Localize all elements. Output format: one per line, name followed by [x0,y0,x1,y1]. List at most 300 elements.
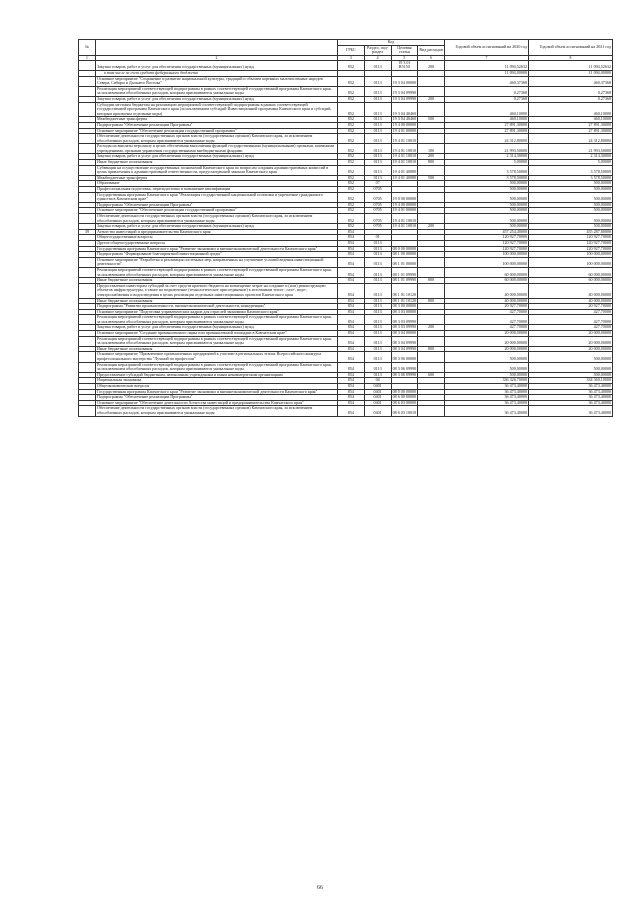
row-sum-2021: 500,00000 [529,352,613,362]
row-name: Реализация мероприятий соответствующей подпрограммы в рамках соответствующей государственной программы Камчатского края, за исключением обособленных расходов, которым присваиваются уникальные коды [96,315,338,325]
row-grbs: 852 [338,224,365,230]
row-vr [418,134,445,144]
row-sum-2021: 20 000,00000 [529,336,613,346]
row-number: 39 [79,229,96,235]
row-number [79,214,96,224]
row-name: Основное мероприятие "Создание промышленного парка или промышленной площадки в Камчатском крае" [96,331,338,337]
row-razdel: 0113 [364,246,391,252]
row-name: Основное мероприятие "Сохранение и развитие национальной культуры, традиций и обычаев коренных малочисленных народов Севера, Сибири и Дальнего Востока" [96,76,338,86]
row-sum-2021: 500,00000 [529,372,613,378]
row-sum-2020: 5,00000 [445,160,529,166]
row-vr [418,165,445,175]
row-grbs: 854 [338,304,365,310]
row-sum-2021: 36 473,40000 [529,395,613,401]
row-cs: 19 4 00 00000 [392,122,417,127]
row-sum-2020: 427,70000 [445,309,529,315]
row-sum-2020: 2 314,30000 [445,154,529,160]
row-grbs: 854 [338,240,365,246]
row-sum-2020: 457 254,40000 [445,229,529,235]
row-grbs: 852 [338,175,365,181]
col-grbs-header: ГРБС [338,45,365,55]
row-name: Другие общегосударственные вопросы [96,240,338,246]
row-sum-2020: 0,27368 [445,96,529,102]
row-sum-2021: 427,70000 [529,325,613,331]
row-razdel: 0401 [364,406,391,416]
row-grbs: 854 [338,336,365,346]
row-grbs: 852 [338,122,365,128]
row-razdel: 01 [364,235,391,241]
row-vr: 200 [418,224,445,230]
row-name: Государственная программа Камчатского края "Развитие экономики и внешнеэкономической деятельности Камчатского края" [96,246,338,252]
row-sum-2021: 120 927,70000 [529,235,613,241]
index-cell: 3 [338,55,365,60]
row-razdel: 0113 [364,304,391,310]
row-sum-2021: 20 000,00000 [529,346,613,352]
row-razdel: 0401 [364,395,391,401]
row-grbs: 854 [338,315,365,325]
row-sum-2021: 500,00000 [529,362,613,372]
index-cell: 2 [96,55,338,60]
table-row [79,60,613,70]
row-grbs: 854 [338,406,365,416]
row-grbs: 852 [338,144,365,154]
row-cs: 08 1 01 10120 [392,298,417,303]
row-number [79,283,96,298]
row-vr: 200 [418,96,445,102]
row-sum-2020: 500,00000 [445,372,529,378]
table-row [79,144,613,154]
row-sum-2021: 460,10000 [529,102,613,117]
row-razdel: 0113 [364,134,391,144]
table-row [79,362,613,372]
row-sum-2020: 500,00000 [445,192,529,202]
row-grbs: 852 [338,202,365,208]
row-cs: 19 4 01 40080 [392,175,417,180]
row-sum-2020: 500,00000 [445,352,529,362]
row-razdel: 0113 [364,144,391,154]
row-name: Подпрограмма "Развитие промышленности, внешнеэкономической деятельности, конкуренции" [96,304,338,310]
row-razdel: 0705 [364,192,391,202]
row-name: Обеспечение деятельности государственных органов власти (государственных органов) Камчатского края, за исключением обособленных расходов, которым присваиваются уникальные коды [96,406,338,416]
row-name: Государственная программа Камчатского края "Реализация государственной национальной политики и укрепление гражданского единства в Камчатском крае" [96,192,338,202]
row-number [79,134,96,144]
row-name: Подпрограмма "Формирование благоприятной инвестиционной среды" [96,252,338,258]
row-number [79,362,96,372]
row-sum-2020: 11 094,00000 [445,70,529,76]
row-name: Государственная программа Камчатского края "Развитие экономики и внешнеэкономической деятельности Камчатского края" [96,389,338,395]
row-sum-2020: 100 000,00000 [445,257,529,267]
row-cs: 08 6 00 00000 [392,394,417,400]
row-vr [418,214,445,224]
table-row [79,406,613,416]
row-sum-2021: 36 473,40000 [529,384,613,390]
row-sum-2020: 460,10000 [445,102,529,117]
row-razdel: 0705 [364,214,391,224]
row-name: Межбюджетные трансферты [96,117,338,123]
row-name: Основное мероприятие "Подготовка управленческих кадров для отраслей экономики Камчатского края" [96,309,338,315]
row-grbs: 852 [338,208,365,214]
row-grbs: 852 [338,154,365,160]
row-razdel: 0113 [364,240,391,246]
row-grbs: 854 [338,395,365,401]
row-razdel: 0705 [364,208,391,214]
row-sum-2021: 40 000,00000 [529,298,613,304]
budget-table-page [78,39,613,417]
row-razdel: 0401 [364,384,391,390]
row-name: Подпрограмма "Обеспечение реализации Программы" [96,202,338,208]
row-cs: 19 4 01 40080 [391,165,418,175]
col-sum-2020-header: Годовой объем ассигнований на 2020 год [445,40,529,56]
row-cs: 19 4 01 10010 [392,153,417,159]
col-no-header: № [79,40,96,56]
row-name: Иные бюджетные ассигнования [96,346,338,352]
row-razdel: 0113 [364,154,391,160]
row-sum-2021: 427,70000 [529,309,613,315]
table-row [79,267,613,277]
row-name: Закупка товаров, работ и услуг для обеспечения государственных (муниципальных) нужд [96,224,338,230]
row-sum-2020: 500,00000 [445,187,529,193]
table-row [79,315,613,325]
row-number [79,267,96,277]
row-vr [418,76,445,86]
row-vr: 500 [418,175,445,181]
row-number [79,60,96,70]
row-grbs: 854 [338,346,365,352]
row-name: Реализация мероприятий соответствующей подпрограммы в рамках соответствующей государственной программы Камчатского края, за исключением обособленных расходов, которым присваиваются уникальные коды [96,362,338,372]
row-number [79,406,96,416]
row-name: Субвенции на осуществление государственных полномочий Камчатского края по вопросам создания административных комиссий в целях привлечения к административной ответственности, предусмотренной законом Камчатского края [96,165,338,175]
row-cs: 19 3 04 09990 [391,86,418,96]
row-number [79,315,96,325]
row-vr [418,283,445,298]
row-sum-2020: 427,70000 [445,315,529,325]
row-cs: 19 3 04 00000 [391,76,418,86]
row-name: Основное мероприятие "Обеспечение деятельности Агентства инвестиций и предпринимательства Камчатского края" [96,400,338,406]
row-grbs: 854 [338,400,365,406]
row-razdel: 0113 [364,86,391,96]
row-cs: 19 4 00 00000 [392,202,417,207]
row-cs: 08 3 06 00000 [391,352,418,362]
row-name: Межбюджетные трансферты [96,175,338,181]
row-sum-2021: 500,00000 [529,224,613,230]
row-razdel: 0401 [364,400,391,406]
row-cs: 08 0 00 00000 [392,389,417,394]
row-cs: 08 1 00 00000 [392,251,417,257]
row-sum-2021: 500,00000 [529,181,613,187]
row-grbs: 852 [338,86,365,96]
row-sum-2020: 427,70000 [445,325,529,331]
row-grbs: 854 [338,309,365,315]
row-sum-2020: 100 000,00000 [445,252,529,258]
row-grbs: 852 [338,60,365,70]
row-sum-2020: 36 473,40000 [445,395,529,401]
row-sum-2021: 334 360,10000 [529,378,613,384]
row-name: Общеэкономические вопросы [96,384,338,390]
row-grbs: 852 [338,96,365,102]
row-cs: 19 4 01 10010 [392,223,417,229]
page-number: 66 [317,885,323,891]
row-sum-2020: 460,10000 [445,117,529,123]
table-row [79,336,613,346]
row-grbs: 854 [338,229,365,235]
row-cs: 08 3 04 00000 [392,330,417,336]
row-grbs: 854 [338,325,365,331]
row-grbs: 854 [338,283,365,298]
row-name: Закупка товаров, работ и услуг для обеспечения государственных (муниципальных) нужд [96,60,338,70]
row-sum-2020: 36 473,40000 [445,406,529,416]
row-sum-2021: 100 000,00000 [529,257,613,267]
row-name: Национальная экономика [96,378,338,384]
row-cs: 08 3 04 09990 [391,336,418,346]
row-cs: 08 1 01 09990 [391,267,418,277]
row-vr: 800 [418,278,445,284]
row-sum-2021: 27 891,30000 [529,122,613,128]
row-cs: 08 6 03 00000 [392,400,417,405]
row-vr: 200 [418,325,445,331]
row-sum-2021: 120 927,70000 [529,240,613,246]
row-sum-2021: 460,10000 [529,117,613,123]
row-name: Образование [96,181,338,187]
row-sum-2020: 36 473,40000 [445,400,529,406]
table-row [79,283,613,298]
row-razdel: 0705 [364,187,391,193]
row-razdel: 0113 [364,175,391,181]
row-vr: 200 [418,154,445,160]
row-name: Реализация мероприятий соответствующей подпрограммы в рамках соответствующей государственной программы Камчатского края, за исключением обособленных расходов, которым присваиваются уникальные коды [96,336,338,346]
table-row [79,192,613,202]
row-cs: 08 3 06 09990 [391,362,418,372]
row-sum-2020: 460,37368 [445,76,529,86]
row-sum-2020: 20 000,00000 [445,346,529,352]
row-sum-2020: 500,00000 [445,208,529,214]
row-razdel: 0113 [364,165,391,175]
row-cs: 08 3 04 09990 [392,346,417,351]
row-number [79,165,96,175]
row-razdel: 0113 [364,128,391,134]
row-grbs: 854 [338,372,365,378]
row-sum-2020: 120 927,70000 [445,240,529,246]
row-name: Подпрограмма "Обеспечение реализации Программы" [96,122,338,128]
col-razdel-header: Раздел, под-раздел [364,45,391,55]
row-sum-2021: 100 000,00000 [529,252,613,258]
row-grbs: 854 [338,257,365,267]
row-name: Предоставление субсидий бюджетным, автономным учреждениям и иным некоммерческим организациям [96,372,338,378]
row-sum-2021: 2 314,30000 [529,154,613,160]
row-name: Общегосударственные вопросы [96,235,338,241]
row-sum-2021: 3 578,50000 [529,175,613,181]
row-razdel: 0113 [364,346,391,352]
row-razdel: 0113 [364,60,391,70]
row-sum-2021: 20 927,70000 [529,304,613,310]
row-sum-2021: 500,00000 [529,192,613,202]
table-body [79,60,613,416]
row-vr: 800 [418,346,445,352]
row-razdel: 0113 [364,257,391,267]
row-grbs: 854 [338,267,365,277]
row-sum-2020: 40 000,00000 [445,298,529,304]
row-number [79,257,96,267]
row-sum-2020: 40 000,00000 [445,283,529,298]
row-name: Основное мероприятие "Обеспечение реализации государственной программы" [96,208,338,214]
row-name: Иные бюджетные ассигнования [96,160,338,166]
row-sum-2021: 60 000,00000 [529,267,613,277]
row-razdel: 0113 [364,76,391,86]
table-row [79,134,613,144]
row-cs: 08 3 03 09990 [392,324,417,330]
row-sum-2020: 500,00000 [445,202,529,208]
row-razdel: 0113 [364,325,391,331]
row-sum-2021: 11 094,52632 [529,60,613,70]
row-name: Агентство инвестиций и предпринимательства Камчатского края [96,229,338,235]
row-sum-2021: 27 891,30000 [529,128,613,134]
row-grbs: 852 [338,181,365,187]
row-name: Закупка товаров, работ и услуг для обеспечения государственных (муниципальных) нужд [96,96,338,102]
row-cs: 19 4 01 00000 [392,128,417,133]
row-razdel: 0113 [364,160,391,166]
row-sum-2020: 3 578,50000 [445,175,529,181]
row-cs: 08 3 06 09990 [392,372,417,377]
row-sum-2020: 500,00000 [445,214,529,224]
row-sum-2021: 20 000,00000 [529,331,613,337]
row-vr [418,102,445,117]
row-sum-2020: 500,00000 [445,181,529,187]
row-sum-2020: 0,27368 [445,86,529,96]
table-row [79,165,613,175]
row-cs: 08 1 01 00000 [391,257,418,267]
row-grbs: 854 [338,246,365,252]
row-razdel: 0113 [364,267,391,277]
row-name: в том числе за счет средств федерального бюджета [96,70,338,76]
row-sum-2020: 500,00000 [445,362,529,372]
row-grbs: 852 [338,187,365,193]
row-sum-2020: 20 000,00000 [445,331,529,337]
row-razdel: 0113 [364,336,391,346]
row-sum-2020: 27 891,30000 [445,128,529,134]
row-number [79,336,96,346]
row-sum-2020: 36 473,40000 [445,384,529,390]
row-name: Реализация мероприятий соответствующей подпрограммы в рамках соответствующей государственной программы Камчатского края, за исключением обособленных расходов, которым присваиваются уникальные коды [96,86,338,96]
row-razdel: 0113 [364,352,391,362]
row-vr [418,86,445,96]
row-name: Обеспечение деятельности государственных органов власти (государственных органов) Камчатского края, за исключением обособленных расходов, которым присваиваются уникальные коды [96,214,338,224]
row-sum-2020: 60 000,00000 [445,278,529,284]
row-name: Предоставление инвесторам субсидий за счет средств краевого бюджета на возмещение затрат на создание и (или) реконструкцию объектов инфраструктуры, а также на подключение (технологическое присоединение) к источникам тепло-, газо-, водо-, электроснабжения и водоотведения в целях реализации отдельных инвестиционных проектов Камчатского края [96,283,338,298]
row-cs: 19 3 01 R5150 [391,60,418,70]
row-grbs: 854 [338,235,365,241]
row-razdel: 0113 [364,102,391,117]
row-number [79,102,96,117]
row-vr: 200 [418,60,445,70]
row-razdel: 0113 [364,96,391,102]
row-razdel: 0705 [364,202,391,208]
index-cell: 5 [391,55,418,60]
row-grbs: 852 [338,128,365,134]
row-cs: 08 3 03 09990 [391,315,418,325]
index-cell: 1 [79,55,96,60]
row-name: Обеспечение деятельности государственных органов власти (государственных органов) Камчатского края, за исключением обособленных расходов, которым присваиваются уникальные коды [96,134,338,144]
row-razdel: 0401 [364,389,391,395]
row-sum-2021: 21 993,50000 [529,144,613,154]
row-sum-2021: 40 000,00000 [529,283,613,298]
row-vr [418,192,445,202]
table-row [79,76,613,86]
row-razdel: 0113 [364,372,391,378]
row-sum-2021: 5,00000 [529,160,613,166]
row-cs: 19 3 04 40460 [392,116,417,122]
row-razdel: 0705 [364,224,391,230]
row-sum-2021: 460,37368 [529,76,613,86]
row-sum-2021: 500,00000 [529,214,613,224]
row-sum-2021: 120 927,70000 [529,246,613,252]
row-sum-2021: 500,00000 [529,208,613,214]
index-cell: 8 [529,55,613,60]
row-name: Основное мероприятие "Привлечение промышленных предприятий к участию в региональных этапах Всероссийского конкурса профессионального мастерства "Лучший по профессии" [96,352,338,362]
row-grbs: 852 [338,76,365,86]
row-vr [418,406,445,416]
index-cell: 4 [364,55,391,60]
row-number [79,192,96,202]
row-name: Подпрограмма "Обеспечение реализации Программы" [96,395,338,401]
row-razdel: 0113 [364,315,391,325]
row-razdel: 07 [364,181,391,187]
row-razdel: 0113 [364,309,391,315]
row-cs: 19 0 00 00000 [391,192,418,202]
row-sum-2021: 36 473,40000 [529,389,613,395]
row-sum-2020: 24 312,80000 [445,134,529,144]
row-cs: 08 3 03 00000 [392,309,417,314]
row-vr: 500 [418,117,445,123]
row-vr [418,315,445,325]
row-name: Закупка товаров, работ и услуг для обеспечения государственных (муниципальных) нужд [96,154,338,160]
row-sum-2020: 27 891,30000 [445,122,529,128]
row-sum-2020: 20 000,00000 [445,336,529,346]
table-row [79,352,613,362]
col-vr-header: Вид расходов [418,45,445,55]
row-name: Профессиональная подготовка, переподготовка и повышение квалификации [96,187,338,193]
row-razdel: 0113 [364,283,391,298]
row-grbs: 852 [338,102,365,117]
row-cs: 08 1 01 10120 [391,283,418,298]
col-cs-header: Целевая статья [391,45,418,55]
row-sum-2020: 500,00000 [445,224,529,230]
table-row [79,257,613,267]
row-grbs: 852 [338,192,365,202]
row-grbs: 854 [338,252,365,258]
row-sum-2021: 11 094,00000 [529,70,613,76]
row-sum-2020: 120 927,70000 [445,246,529,252]
row-sum-2020: 36 473,40000 [445,389,529,395]
row-vr [418,257,445,267]
row-sum-2021: 427,70000 [529,315,613,325]
row-grbs: 854 [338,389,365,395]
row-sum-2021: 3 578,50000 [529,165,613,175]
row-razdel: 0113 [364,331,391,337]
row-name: Иные бюджетные ассигнования [96,298,338,304]
row-grbs: 854 [338,378,365,384]
row-cs: 19 3 04 09990 [392,96,417,101]
row-grbs: 852 [338,160,365,166]
row-number [79,352,96,362]
row-vr: 100 [418,144,445,154]
row-vr: 800 [418,160,445,166]
row-razdel: 0113 [364,362,391,372]
row-number [79,144,96,154]
row-vr [418,336,445,346]
row-grbs: 852 [338,214,365,224]
row-sum-2021: 36 473,40000 [529,406,613,416]
row-number [79,86,96,96]
row-vr: 800 [418,298,445,304]
